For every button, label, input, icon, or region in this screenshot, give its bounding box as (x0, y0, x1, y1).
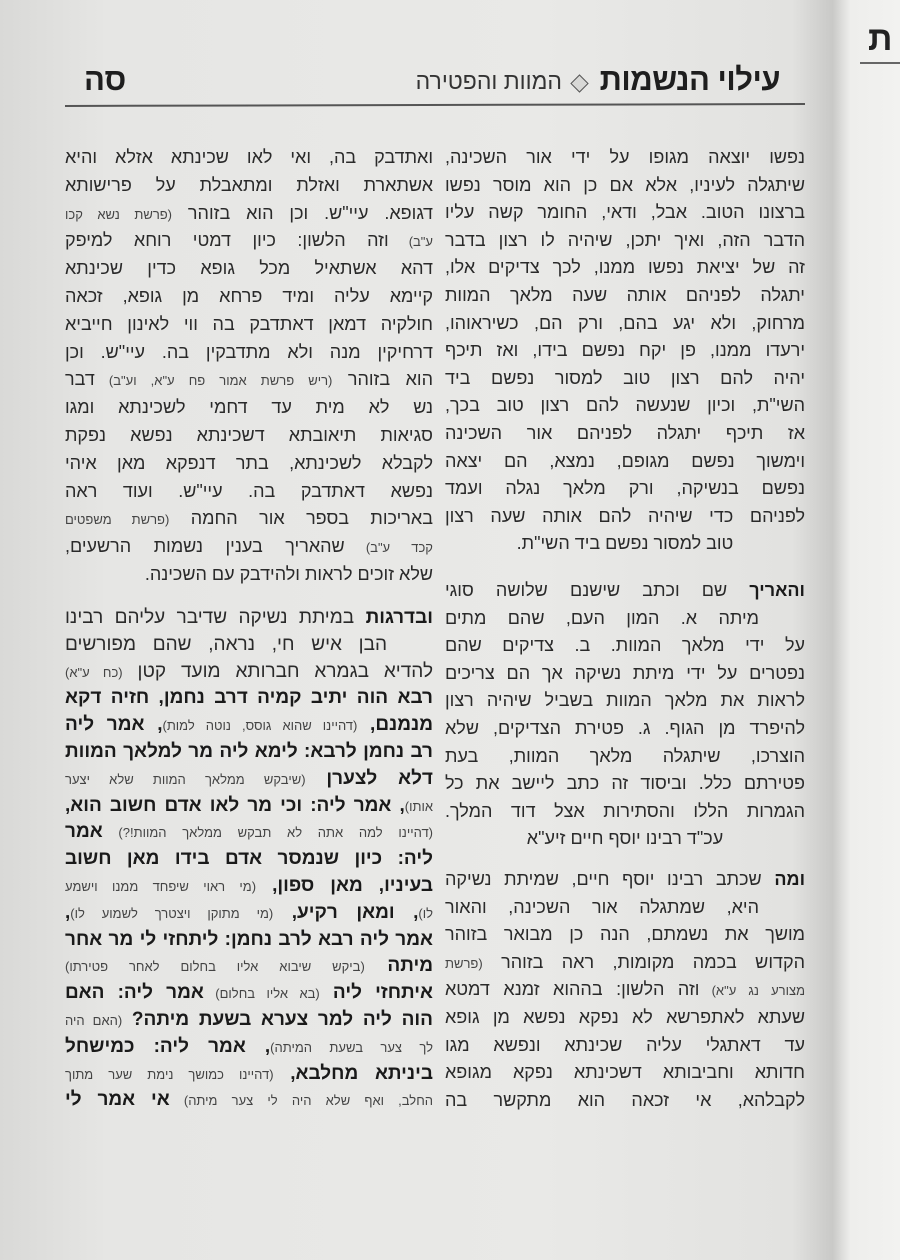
body-text: מושך את נשמתם, הנה כן מבואר בזוהר (445, 924, 805, 945)
source-reference: (מי ראוי שיפחד ממנו וישמע (65, 878, 257, 894)
bold-text: ובדרגות (354, 607, 433, 628)
text-line (65, 685, 433, 712)
book-title: עילוי הנשמות (599, 62, 780, 97)
body-text: דרחיקין מנה ולא מתדבקין בה. עיי"ש. וכן (65, 341, 433, 362)
text-line (445, 1059, 805, 1087)
source-reference: (דהיינו כמושך נימת שער מתוך (65, 1066, 274, 1082)
body-text: שם וכתב שישנם שלושה סוגי (445, 580, 728, 600)
text-line (65, 900, 433, 927)
bold-text: , אמר ליה: כמישחל (65, 1035, 271, 1057)
body-text: לקבלהא, אי זכאה הוא מתקשר בה (445, 1089, 805, 1110)
bold-text: בעיניו, מאן ספון, (256, 874, 433, 896)
text-line (445, 282, 805, 310)
body-text: קיימא עליה ומיד פרחא מן גופא, זכאה (65, 285, 433, 306)
paragraph (445, 144, 805, 558)
body-text: אז תיכף יתגלה לפניהם אור השכינה (445, 422, 805, 443)
body-text: עכ"ד רבינו יוסף חיים זיע"א (526, 828, 724, 849)
text-line (65, 394, 433, 422)
source-reference: (דהיינו למה אתה לא תבקש ממלאך המוות!?) (102, 825, 433, 841)
body-text: להיפרד מן הגוף. ג. פטירת הצדיקים, שלא (445, 717, 805, 738)
text-line (445, 825, 805, 853)
source-reference: לך צער בשעת המיתה) (270, 1039, 433, 1055)
source-reference: (דהיינו שהוא גוסס, נוטה למות) (162, 718, 358, 734)
source-reference: (ריש פרשת אמור פח ע"א, וע"ב) (94, 373, 333, 389)
text-line (445, 921, 805, 949)
body-text: לקבלא לשכינתא, בתר דנפקא מאן איהי (65, 452, 433, 473)
bold-text: , אמר ליה: וכי מר לאו אדם חשוב הוא, (65, 794, 405, 816)
body-text: באריכות בספר אור החמה (169, 508, 433, 529)
text-line (445, 770, 805, 798)
text-line (445, 144, 805, 172)
body-text: מרחוק, ולא יגע בהם, ורק הם, כשיראוהו, (445, 312, 805, 333)
bold-text: הוה ליה למר צערא בשעת מיתה? (122, 1008, 433, 1030)
text-line (65, 366, 433, 394)
source-reference: קכד ע"ב) (344, 540, 433, 556)
paragraph (445, 866, 805, 1114)
text-line (445, 475, 805, 503)
source-reference: (האם היה (65, 1012, 123, 1028)
text-line (65, 255, 433, 283)
bold-text: ביניתא מחלבא, (273, 1062, 433, 1084)
text-line (65, 227, 433, 255)
body-text: שהאריך בענין נשמות הרשעים, (65, 536, 345, 557)
body-text: נפשם בנשיקה, ורק מלאך נגלה ועמד (445, 478, 805, 499)
source-reference: (כח ע"א) (65, 664, 123, 680)
text-line (445, 743, 805, 771)
source-reference: אותו) (404, 798, 433, 814)
body-text: טוב למסור נפשם ביד השי"ת. (516, 533, 734, 554)
body-text: ירעדו ממנו, פן יקח נפשם בידו, ואז תיכף (445, 340, 805, 361)
body-text: סגיאות תיאובתא דשכינתא נפשא נפקת (65, 424, 433, 445)
text-line (445, 337, 805, 365)
bold-text: דלא לצערן (305, 767, 433, 789)
body-text: הוצרכו, שיתגלה מלאך המוות, בעת (445, 745, 805, 766)
body-text: לראות את מלאך המוות בשביל שיהיה רצון (445, 690, 805, 711)
body-text: מיתה א. המון העם, שהם מתים (445, 607, 759, 628)
text-line (65, 561, 433, 589)
body-text: עד דאתגלי עליה שכינתא ונפשא מגו (445, 1034, 805, 1055)
body-text: נפשו יוצאה מגופו על ידי אור השכינה, (445, 147, 805, 167)
text-line (65, 980, 433, 1007)
text-line (445, 798, 805, 826)
text-line (65, 846, 433, 873)
text-line (445, 254, 805, 282)
text-line (65, 450, 433, 478)
source-reference: לו) (418, 905, 434, 921)
body-text: השי"ת, וכיון שנעשה להם רצון טוב בכך, (445, 395, 805, 416)
text-line (445, 687, 805, 715)
text-line (445, 1032, 805, 1060)
body-text: היא, שמתגלה אור השכינה, והאור (445, 896, 759, 917)
body-text: במיתת נשיקה שדיבר עליהם רבינו (65, 607, 355, 628)
source-reference: (פרשת נשא קכו (65, 206, 173, 222)
text-line (445, 894, 805, 922)
text-line (445, 866, 805, 894)
body-text: נפשא דאתדבק בה. עיי"ש. ועוד ראה (65, 480, 433, 501)
text-line (445, 392, 805, 420)
text-line (65, 172, 433, 200)
body-text: ברצונו הטוב. אבל, ודאי, החומר קשה עליו (445, 202, 805, 223)
body-text: חולקיה דמאן דאתדבק בה ווי לאינון חייביא (65, 313, 433, 334)
body-text: דהא אשתאיל מכל גופא כדין שכינתא (65, 258, 433, 279)
body-text: זה של יציאת נפשו ממנו, לכך צדיקים אלו, (445, 257, 805, 278)
body-text: להדיא בגמרא חברותא מועד קטן (122, 660, 434, 682)
body-text: לפניהם כדי שיהיה להם אותה שעה רצון (445, 505, 805, 526)
text-line (65, 422, 433, 450)
text-line (445, 199, 805, 227)
body-text: נש לא מית עד דחמי לשכינתא ומגו (65, 397, 433, 418)
source-reference: (בא אליו בחלום) (203, 986, 320, 1002)
paragraph (445, 577, 805, 853)
bold-text: מיתה (364, 955, 434, 977)
text-line (65, 283, 433, 311)
body-text: שכתב רבינו יוסף חיים, שמיתת נשיקה (445, 869, 762, 889)
body-text: ואתדבק בה, ואי לאו שכינתא אזלא והיא (65, 147, 433, 167)
text-line (65, 873, 433, 900)
bold-text: ליה: כיון שנמסר אדם בידו מאן חשוב (65, 848, 433, 870)
text-line (65, 712, 433, 739)
body-text: אשתארת ואזלת ומתאבלת על פרישותא (65, 174, 433, 195)
source-reference: (שיבקש ממלאך המוות שלא יצער (65, 771, 306, 787)
bold-text: אמר ליה רבא לרב נחמן: ליתחזי לי מר אחר (65, 928, 433, 950)
diamond-icon (570, 74, 588, 92)
source-reference: ע"ב) (388, 234, 433, 250)
body-text: הבן איש חי, נראה, שהם מפורשים (65, 633, 387, 655)
body-text: שיתגלה לעיניו, אלא אם כן הוא מוסר נפשו (445, 174, 805, 195)
text-line (445, 503, 805, 531)
bold-text: איתחזי ליה (319, 982, 433, 1004)
text-line (65, 1007, 433, 1034)
body-text: יתגלה לפניהם אותה שעה מלאך המוות (445, 284, 805, 305)
text-line (65, 1087, 433, 1114)
paragraph (65, 605, 433, 1114)
text-line (65, 478, 433, 506)
text-line (65, 605, 433, 632)
body-text: שעתא לאתפרשא לא נפקא נפשא מן גופא (445, 1006, 805, 1027)
paragraph (65, 144, 433, 589)
bold-text: , אמר ליה (65, 714, 163, 736)
text-line (65, 739, 433, 766)
running-header (62, 62, 804, 106)
text-line (445, 949, 805, 977)
bold-text: , ומאן רקיע, (273, 901, 419, 923)
text-line (65, 927, 433, 954)
text-line (445, 577, 805, 605)
text-line (65, 505, 433, 533)
text-line (445, 660, 805, 688)
adjacent-page-rule (860, 62, 900, 64)
source-reference: (מי מתוקן ויצטרך לשמוע לו) (70, 905, 274, 921)
text-line (65, 819, 433, 846)
text-line (65, 533, 433, 561)
text-line (445, 448, 805, 476)
text-line (445, 365, 805, 393)
body-text: נפטרים על ידי מיתת נשיקה אך הם צריכים (445, 662, 805, 683)
bold-text: ומה (761, 869, 806, 889)
text-line (65, 200, 433, 228)
bold-text: רבא הוה יתיב קמיה דרב נחמן, חזיה דקא (65, 687, 433, 709)
source-reference: (ביקש שיבוא אליו בחלום לאחר פטירתו) (65, 959, 365, 975)
text-line (65, 766, 433, 793)
text-line (445, 976, 805, 1004)
text-line (445, 227, 805, 255)
body-text: על ידי מלאך המוות. ב. צדיקים שהם (445, 635, 805, 656)
source-reference: (פרשת משפטים (65, 512, 170, 528)
text-line (65, 659, 433, 686)
text-line (445, 1004, 805, 1032)
body-text: הדבר הזה, ואיך יתכן, שיהיה לו רצון בדבר (445, 229, 805, 250)
source-reference: (פרשת (445, 955, 483, 971)
text-line (65, 144, 433, 172)
body-text: שלא זוכים לראות ולהידבק עם השכינה. (144, 563, 433, 584)
body-text: וזה הלשון: כיון דמטי רוחא למיפק (65, 230, 389, 251)
page-number: סה (84, 62, 127, 97)
body-text: הקדוש בכמה מקומות, ראה בזוהר (482, 951, 805, 972)
bold-text: , (65, 901, 71, 923)
text-line (65, 339, 433, 367)
text-line (445, 1087, 805, 1115)
body-text: וזה הלשון: בההוא זמנא דמטא (445, 979, 700, 1000)
body-text: הגמרות הללו והסתירות אצל דוד המלך. (445, 800, 805, 821)
text-line (65, 632, 433, 659)
text-line (445, 715, 805, 743)
text-line (65, 793, 433, 820)
adjacent-page-header-fragment: ת (868, 20, 893, 58)
bold-text: אמר ליה: האם (65, 982, 204, 1004)
text-line (445, 605, 805, 633)
body-text: וימשוך נפשם מגופם, נמצא, הם יצאה (445, 450, 805, 471)
chapter-title: המוות והפטירה (415, 68, 562, 94)
body-text: פטירתם כלל. וביסוד זה כתב ליישב את כל (445, 773, 805, 794)
body-text: דבר (65, 369, 95, 390)
text-line (65, 953, 433, 980)
text-line (445, 172, 805, 200)
body-text: חדותא וחביבותא דשכינתא נפקא מגופא (445, 1062, 805, 1083)
body-text: יהיה להם רצון טוב למסור נפשם ביד (445, 367, 805, 388)
text-line (445, 632, 805, 660)
bold-text: מנמנם, (357, 714, 433, 736)
bold-text: והאריך (727, 580, 805, 600)
bold-text: אי אמר לי (65, 1089, 170, 1111)
text-line (445, 420, 805, 448)
bold-text: רב נחמן לרבא: לימא ליה מר למלאך המוות (65, 740, 433, 762)
text-line (445, 310, 805, 338)
bold-text: אמר (65, 821, 103, 843)
source-reference: החלב, ואף שלא היה לי צער מיתה) (169, 1093, 433, 1109)
text-line (445, 530, 805, 558)
text-line (65, 311, 433, 339)
body-text: הוא בזוהר (332, 369, 433, 390)
body-text: דגופא. עיי"ש. וכן הוא בזוהר (172, 202, 434, 223)
text-line (65, 1061, 433, 1088)
text-line (65, 1034, 433, 1061)
source-reference: מצורע נג ע"א) (699, 983, 806, 999)
